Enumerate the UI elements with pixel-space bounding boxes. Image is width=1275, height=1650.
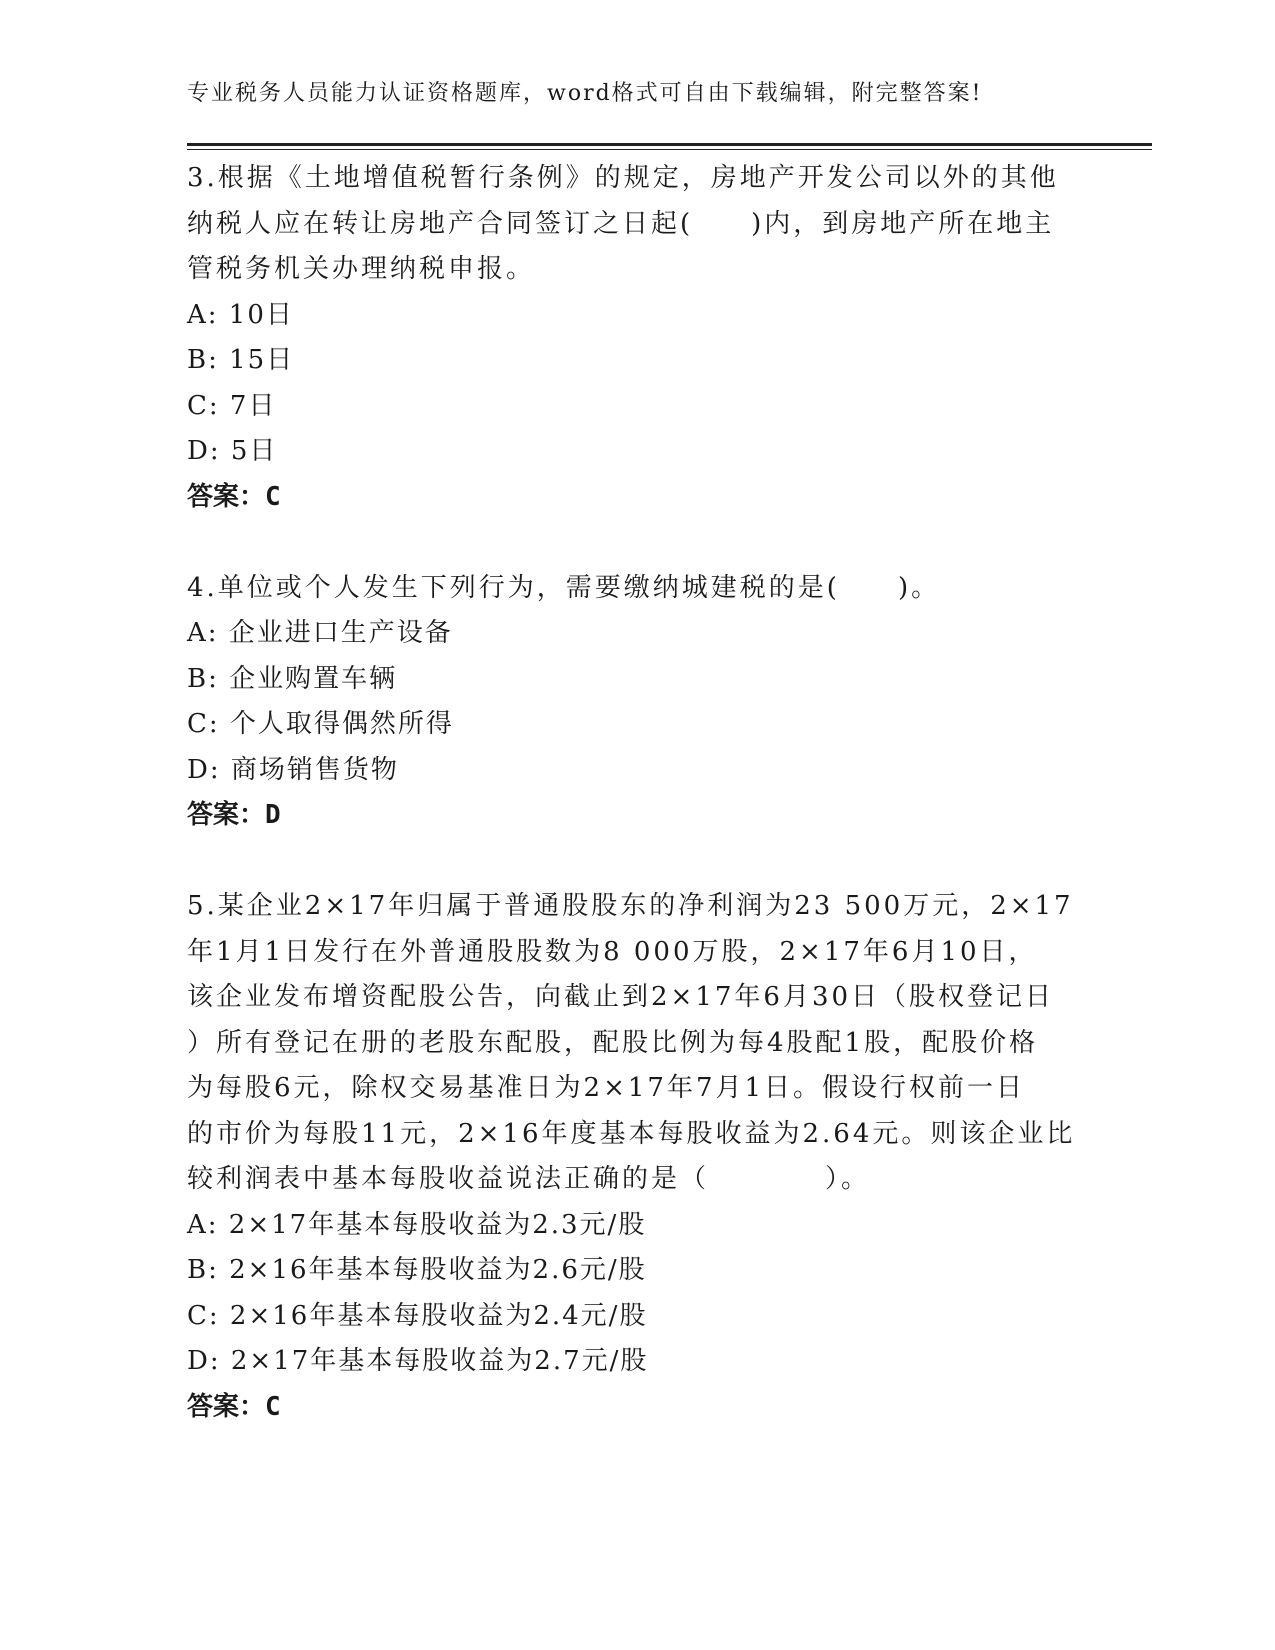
stem-line: 纳税人应在转让房地产合同签订之日起( )内，到房地产所在地主 [187, 208, 1055, 239]
question-stem [187, 566, 1087, 612]
answer-value: D [265, 800, 281, 830]
question-4 [187, 566, 1087, 839]
stem-line: 该企业发布增资配股公告，向截止到2×17年6月30日（股权登记日 [187, 982, 1055, 1012]
stem-line: 5.某企业2×17年归属于普通股股东的净利润为23 500万元，2×17 [187, 891, 1074, 921]
answer-label: 答案： [187, 481, 266, 512]
answer-value: C [265, 1391, 281, 1422]
option-a: A: 企业进口生产设备 [187, 618, 453, 648]
stem-line: ）所有登记在册的老股东配股，配股比例为每4股配1股，配股价格 [187, 1027, 1039, 1058]
answer-label: 答案： [187, 800, 266, 830]
question-list [187, 156, 1087, 1430]
document-header: 专业税务人员能力认证资格题库，word格式可自由下载编辑，附完整答案! [187, 81, 983, 106]
stem-line: 4.单位或个人发生下列行为，需要缴纳城建税的是( )。 [187, 572, 941, 603]
answer-line [187, 475, 1087, 521]
option-a: A: 2×17年基本每股收益为2.3元/股 [187, 1209, 647, 1240]
option-d: D: 5日 [187, 436, 278, 466]
option-d: D: 2×17年基本每股收益为2.7元/股 [187, 1346, 649, 1376]
option-c: C: 2×16年基本每股收益为2.4元/股 [187, 1300, 648, 1331]
question-stem [187, 884, 1087, 1203]
question-5 [187, 884, 1087, 1430]
option-c: C: 7日 [187, 390, 277, 421]
header-rule-thick [187, 143, 1152, 146]
answer-label: 答案： [187, 1391, 266, 1422]
option-b: B: 15日 [187, 345, 295, 375]
header-rule-thin [187, 149, 1152, 150]
option-c: C: 个人取得偶然所得 [187, 709, 454, 739]
stem-line: 年1月1日发行在外普通股股数为8 000万股，2×17年6月10日， [187, 936, 1038, 967]
option-a: A: 10日 [187, 299, 294, 330]
option-b: B: 企业购置车辆 [187, 663, 398, 694]
stem-line: 为每股6元，除权交易基准日为2×17年7月1日。假设行权前一日 [187, 1073, 1026, 1103]
stem-line: 管税务机关办理纳税申报。 [187, 254, 536, 284]
question-stem [187, 156, 1087, 293]
stem-line: 3.根据《土地增值税暂行条例》的规定，房地产开发公司以外的其他 [187, 163, 1059, 193]
answer-value: C [265, 481, 281, 512]
spacer [187, 520, 1087, 566]
option-b: B: 2×16年基本每股收益为2.6元/股 [187, 1255, 647, 1285]
question-3 [187, 156, 1087, 520]
answer-line [187, 793, 1087, 839]
option-d: D: 商场销售货物 [187, 754, 399, 785]
spacer [187, 839, 1087, 885]
stem-line: 较利润表中基本每股收益说法正确的是（ ）。 [187, 1164, 871, 1194]
answer-line [187, 1385, 1087, 1431]
stem-line: 的市价为每股11元，2×16年度基本每股收益为2.64元。则该企业比 [187, 1118, 1076, 1149]
